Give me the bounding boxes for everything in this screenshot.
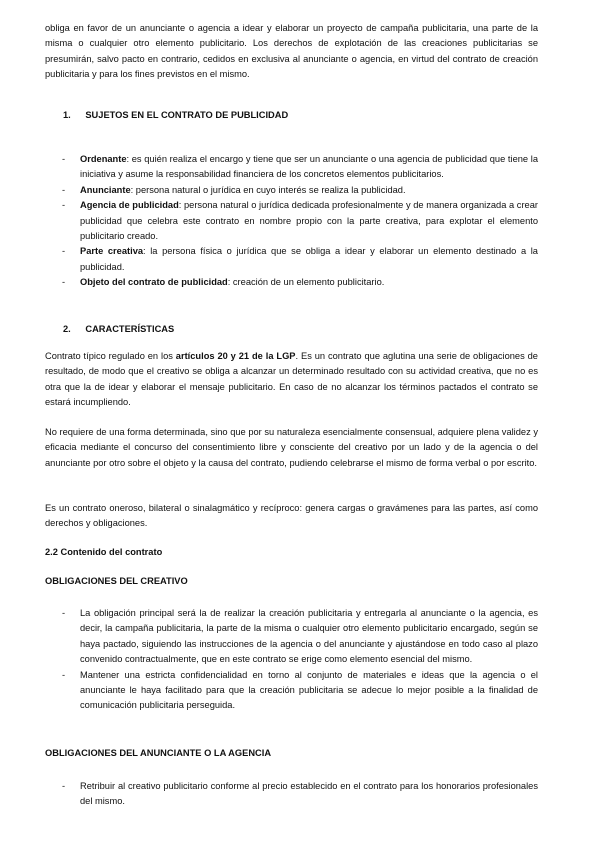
list-item: - Anunciante: persona natural o jurídica en cuyo interés se realiza la publicidad. <box>62 184 406 195</box>
caracteristicas-paragraph-2: No requiere de una forma determinada, sino que por su naturaleza esencialmente consensual, adquiere plena validez y eficacia mediante el concurso del consentimiento libre y consciente del creativo por un lado y de la agencia o del anunciante por otro sobre el objeto y la causa del contrato, pudiendo celebrarse el mismo de forma verbal o por escrito. <box>45 427 538 468</box>
subsection-2-2-title: 2.2 Contenido del contrato <box>45 547 163 557</box>
list-item: - Objeto del contrato de publicidad: creación de un elemento publicitario. <box>62 277 385 288</box>
caracteristicas-paragraph-1: Contrato típico regulado en los artículos 20 y 21 de la LGP. Es un contrato que aglutina una serie de obligaciones de resultado, de modo que el creativo se obliga a alcanzar un determinado resultado con su actividad creativa, que no es otra que la de idear y elaborar el mensaje publicitario. En caso de no alcanzar los términos pactados el contrato se estará incumpliendo. <box>45 351 538 408</box>
item-term: Parte creativa <box>80 246 144 257</box>
obligaciones-anunciante-heading: OBLIGACIONES DEL ANUNCIANTE O LA AGENCIA <box>45 748 272 758</box>
list-item: - Retribuir al creativo publicitario conforme al precio establecido en el contrato para los honorarios profesionales del mismo. <box>62 781 538 807</box>
item-text: Retribuir al creativo publicitario conforme al precio establecido en el contrato para los honorarios profesionales del mismo. <box>80 781 538 807</box>
item-text: : es quién realiza el encargo y tiene que ser un anunciante o una agencia de publicidad que tiene la iniciativa y asume la responsabilidad financiera de los concretos elementos publicitarios. <box>80 154 538 180</box>
section-2-title: CARACTERÍSTICAS <box>85 324 175 334</box>
item-text: Mantener una estricta confidencialidad en torno al conjunto de materiales e ideas que la agencia o el anunciante le haya facilitado para que la creación publicitaria se adecue lo mejor posible a la finalidad de comunicación publicitaria perseguida. <box>80 669 538 711</box>
caracteristicas-paragraph-3: Es un contrato oneroso, bilateral o sinalagmático y recíproco: genera cargas o gravámenes para las partes, así como derechos y obligaciones. <box>45 503 538 529</box>
section-1-title: SUJETOS EN EL CONTRATO DE PUBLICIDAD <box>85 110 289 120</box>
item-text: La obligación principal será la de realizar la creación publicitaria y entregarla al anunciante o la agencia, es decir, la campaña publicitaria, la parte de la misma o cualquier otro elemento publicitario encargado, según se haya pactado, siguiendo las instrucciones de la agencia o del anunciante y ajustándose en todo caso al plazo convenido contractualmente, que en este contrato se erige como elemento esencial del mismo. <box>80 608 538 665</box>
obligaciones-creativo-heading: OBLIGACIONES DEL CREATIVO <box>45 576 188 586</box>
list-item: - Mantener una estricta confidencialidad en torno al conjunto de materiales e ideas que la agencia o el anunciante le haya facilitado para que la creación publicitaria se adecue lo mejor posible a la finalidad de comunicación publicitaria perseguida. <box>62 669 538 711</box>
item-term: Agencia de publicidad <box>80 200 179 211</box>
sujetos-list <box>45 152 538 291</box>
section-2-heading <box>63 322 174 336</box>
intro-paragraph: obliga en favor de un anunciante o agencia a idear y elaborar un proyecto de campaña publicitaria, una parte de la misma o cualquier otro elemento publicitario. Los derechos de explotación de las creaciones publicitarias se presumirán, salvo pacto en contrario, cedidos en exclusiva al anunciante o agencia, en virtud del contrato de creación publicitaria y para los fines previstos en el mismo. <box>45 23 538 80</box>
item-term: Ordenante <box>80 154 127 164</box>
obligaciones-creativo-list <box>45 606 538 714</box>
item-term: Anunciante <box>80 184 131 195</box>
list-item: - Agencia de publicidad: persona natural o jurídica dedicada profesionalmente y de manera organizada a crear publicidad que celebra este contrato en nombre propio con la parte creativa, para explotar el elemento publicitario creado. <box>62 200 538 242</box>
section-1-number: 1. <box>63 110 71 120</box>
item-text: : la persona física o jurídica que se obliga a idear y elaborar un elemento destinado a la publicidad. <box>80 246 538 272</box>
item-term: Objeto del contrato de publicidad <box>80 277 228 288</box>
list-item: - Ordenante: es quién realiza el encargo y tiene que ser un anunciante o una agencia de publicidad que tiene la iniciativa y asume la responsabilidad financiera de los concretos elementos publicitarios. <box>62 154 538 180</box>
section-1-heading <box>63 108 288 122</box>
item-text: : persona natural o jurídica en cuyo interés se realiza la publicidad. <box>130 184 406 195</box>
section-2-number: 2. <box>63 324 71 334</box>
item-text: : persona natural o jurídica dedicada profesionalmente y de manera organizada a crear publicidad que celebra este contrato en nombre propio con la parte creativa, para explotar el elemento publicitario creado. <box>80 200 538 242</box>
list-item: - La obligación principal será la de realizar la creación publicitaria y entregarla al anunciante o la agencia, es decir, la campaña publicitaria, la parte de la misma o cualquier otro elemento publicitario encargado, según se haya pactado, siguiendo las instrucciones de la agencia o del anunciante y ajustándose en todo caso al plazo convenido contractualmente, que en este contrato se erige como elemento esencial del mismo. <box>62 608 538 665</box>
list-item: - Parte creativa: la persona física o jurídica que se obliga a idear y elaborar un elemento destinado a la publicidad. <box>62 246 538 272</box>
item-text: : creación de un elemento publicitario. <box>227 277 385 288</box>
obligaciones-anunciante-list <box>45 779 538 810</box>
